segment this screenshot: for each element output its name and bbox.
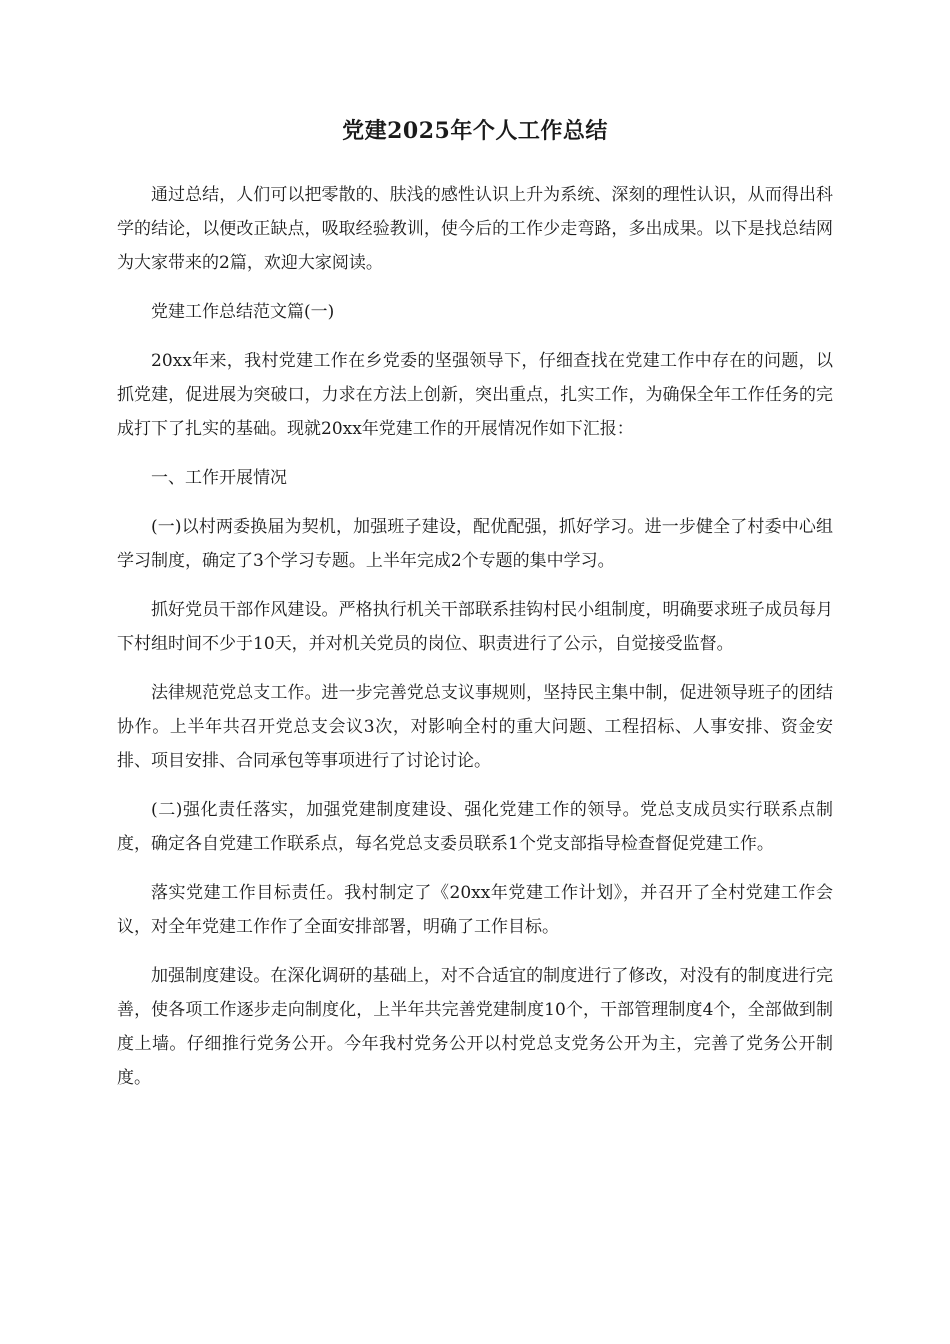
paragraph-item-2: 抓好党员干部作风建设。严格执行机关干部联系挂钩村民小组制度，明确要求班子成员每月下村组时间不少于10天，并对机关党员的岗位、职责进行了公示，自觉接受监督。: [117, 600, 833, 654]
paragraph-item-3: 法律规范党总支工作。进一步完善党总支议事规则，坚持民主集中制，促进领导班子的团结协作。上半年共召开党总支会议3次，对影响全村的重大问题、工程招标、人事安排、资金安排、项目安排、合同承包等事项进行了讨论讨论。: [117, 683, 833, 771]
document-body: [117, 178, 833, 1110]
document-title: 党建2025年个人工作总结: [342, 118, 608, 144]
paragraph-intro: 通过总结，人们可以把零散的、肤浅的感性认识上升为系统、深刻的理性认识，从而得出科学的结论，以便改正缺点，吸取经验教训，使今后的工作少走弯路，多出成果。以下是找总结网为大家带来的2篇，欢迎大家阅读。: [117, 185, 833, 273]
paragraph-item-1: (一)以村两委换届为契机，加强班子建设，配优配强，抓好学习。进一步健全了村委中心组学习制度，确定了3个学习专题。上半年完成2个专题的集中学习。: [117, 517, 833, 571]
paragraph-overview: 20xx年来，我村党建工作在乡党委的坚强领导下，仔细查找在党建工作中存在的问题，以抓党建，促进展为突破口，力求在方法上创新，突出重点，扎实工作，为确保全年工作任务的完成打下了扎实的基础。现就20xx年党建工作的开展情况作如下汇报：: [117, 351, 833, 439]
paragraph-section-heading: 党建工作总结范文篇(一): [151, 302, 335, 322]
paragraph-item-6: 加强制度建设。在深化调研的基础上，对不合适宜的制度进行了修改，对没有的制度进行完善，使各项工作逐步走向制度化，上半年共完善党建制度10个，干部管理制度4个，全部做到制度上墙。仔细推行党务公开。今年我村党务公开以村党总支党务公开为主，完善了党务公开制度。: [117, 966, 833, 1088]
paragraph-item-4: (二)强化责任落实，加强党建制度建设、强化党建工作的领导。党总支成员实行联系点制度，确定各自党建工作联系点，每名党总支委员联系1个党支部指导检查督促党建工作。: [117, 800, 833, 854]
paragraph-item-5: 落实党建工作目标责任。我村制定了《20xx年党建工作计划》，并召开了全村党建工作会议，对全年党建工作作了全面安排部署，明确了工作目标。: [117, 883, 833, 937]
paragraph-heading-work: 一、工作开展情况: [151, 468, 287, 488]
